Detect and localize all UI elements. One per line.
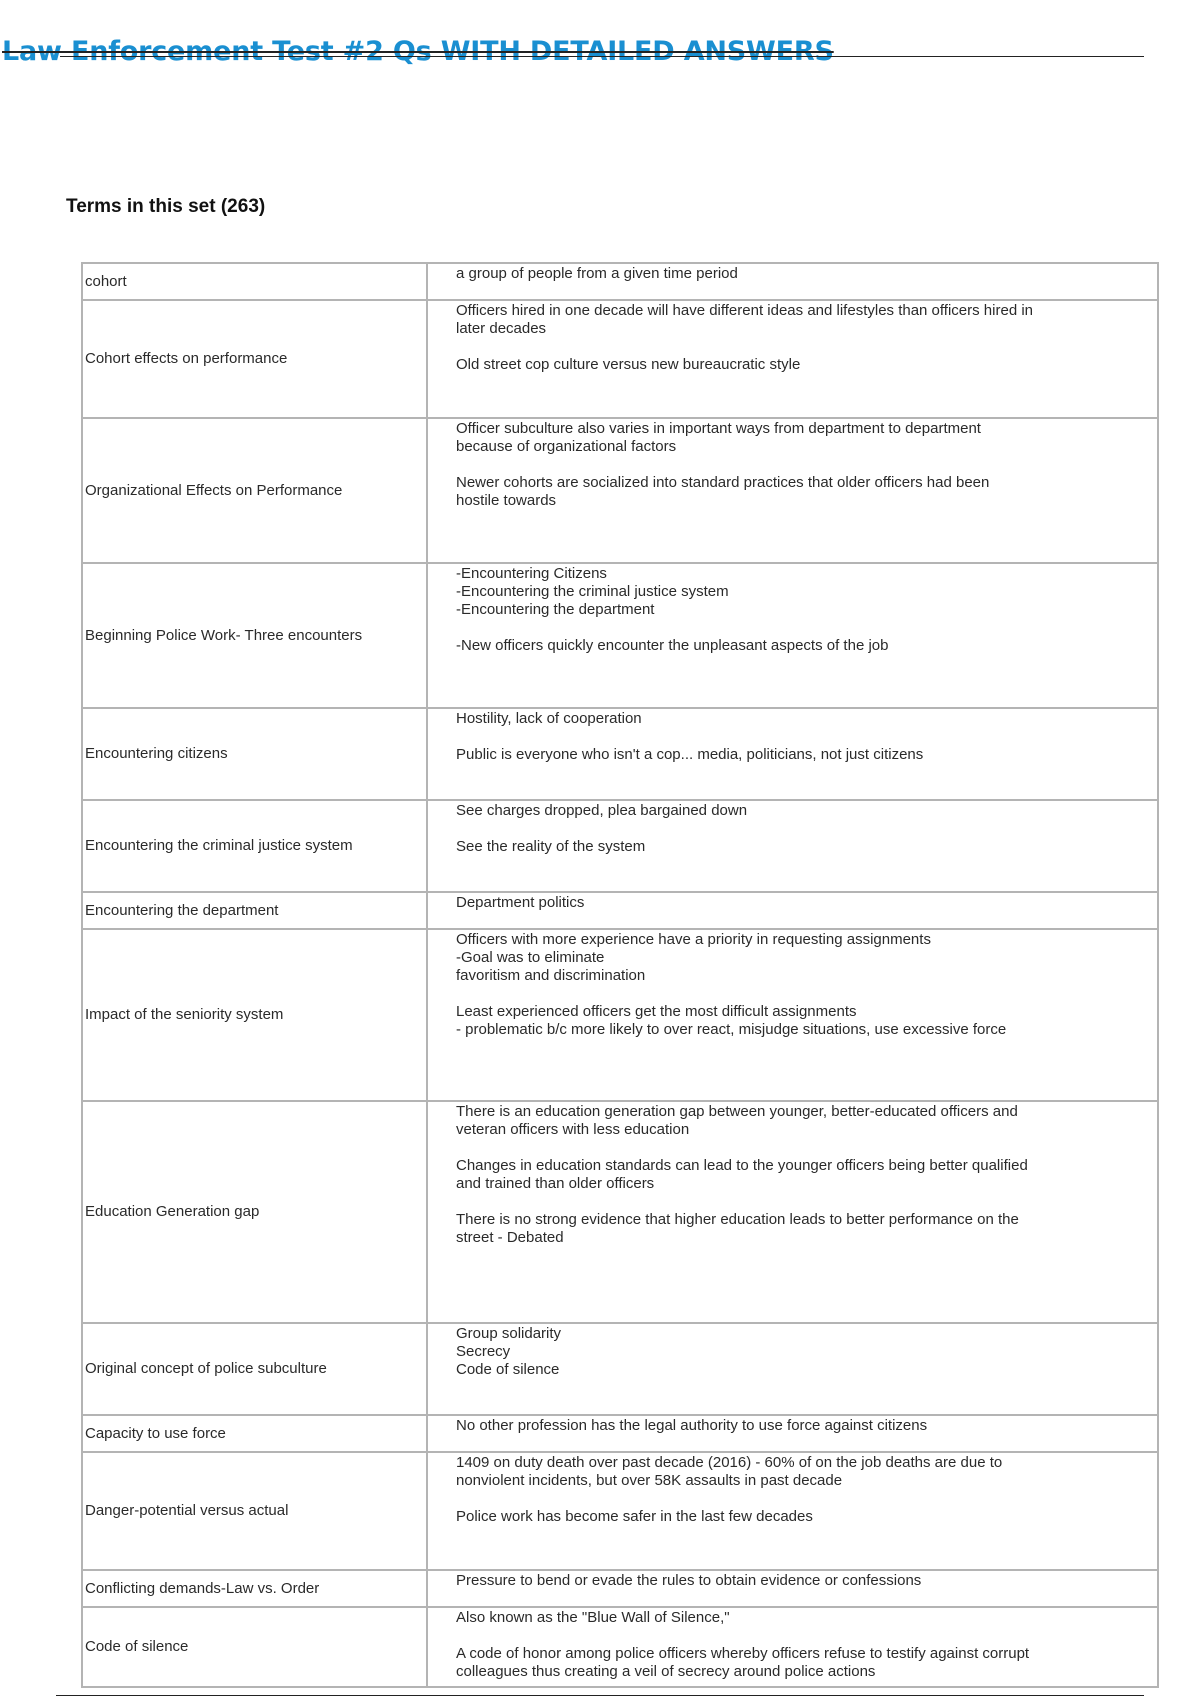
definition-line: Officers hired in one decade will have different ideas and lifestyles than officers hired in: [456, 302, 1034, 319]
term-cell: Code of silence: [82, 1607, 427, 1687]
definition-line: There is an education generation gap between younger, better-educated officers and: [456, 1103, 1018, 1120]
term-cell: Conflicting demands-Law vs. Order: [82, 1570, 427, 1607]
definition-line: A code of honor among police officers whereby officers refuse to testify against corrupt: [456, 1645, 1030, 1662]
definition-line: Officer subculture also varies in important ways from department to department: [456, 420, 981, 437]
definition-line: Pressure to bend or evade the rules to obtain evidence or confessions: [456, 1572, 922, 1589]
term-cell: Education Generation gap: [82, 1101, 427, 1323]
term-row: [82, 263, 1158, 300]
definition-line: 1409 on duty death over past decade (2016) - 60% of on the job deaths are due to: [456, 1454, 1003, 1471]
definition-cell: [427, 1607, 1158, 1687]
definition-line: nonviolent incidents, but over 58K assaults in past decade: [456, 1472, 843, 1489]
definition-line: -Encountering the department: [456, 601, 655, 618]
definition-line: hostile towards: [456, 492, 557, 509]
term-row: [82, 800, 1158, 892]
definition-line: a group of people from a given time period: [456, 265, 738, 282]
term-row: [82, 1415, 1158, 1452]
term-cell: Impact of the seniority system: [82, 929, 427, 1101]
definition-cell: [427, 892, 1158, 929]
term-row: [82, 1570, 1158, 1607]
definition-cell: [427, 1415, 1158, 1452]
definition-cell: [427, 1452, 1158, 1570]
term-cell: Encountering citizens: [82, 708, 427, 800]
definition-cell: [427, 263, 1158, 300]
definition-cell: [427, 800, 1158, 892]
term-row: [82, 418, 1158, 563]
definition-line: -Goal was to eliminate: [456, 949, 605, 966]
definition-line: See the reality of the system: [456, 838, 646, 855]
definition-cell: [427, 1101, 1158, 1323]
definition-line: later decades: [456, 320, 547, 337]
term-cell: Danger-potential versus actual: [82, 1452, 427, 1570]
definition-line: There is no strong evidence that higher education leads to better performance on the: [456, 1211, 1019, 1228]
term-cell: Encountering the department: [82, 892, 427, 929]
definition-line: favoritism and discrimination: [456, 967, 646, 984]
terms-table: [81, 262, 1159, 1688]
definition-cell: [427, 708, 1158, 800]
definition-line: Department politics: [456, 894, 585, 911]
definition-cell: [427, 1570, 1158, 1607]
term-row: [82, 708, 1158, 800]
term-row: [82, 1323, 1158, 1415]
definition-line: and trained than older officers: [456, 1175, 655, 1192]
definition-line: colleagues thus creating a veil of secrecy around police actions: [456, 1663, 876, 1680]
term-cell: cohort: [82, 263, 427, 300]
definition-line: Newer cohorts are socialized into standard practices that older officers had been: [456, 474, 990, 491]
definition-line: veteran officers with less education: [456, 1121, 690, 1138]
definition-line: Code of silence: [456, 1361, 560, 1378]
term-row: [82, 1101, 1158, 1323]
definition-line: Old street cop culture versus new bureaucratic style: [456, 356, 801, 373]
definition-line: because of organizational factors: [456, 438, 677, 455]
term-cell: Beginning Police Work- Three encounters: [82, 563, 427, 708]
definition-line: Hostility, lack of cooperation: [456, 710, 642, 727]
definition-line: Least experienced officers get the most difficult assignments: [456, 1003, 857, 1020]
definition-line: -Encountering the criminal justice system: [456, 583, 729, 600]
term-cell: Organizational Effects on Performance: [82, 418, 427, 563]
definition-line: Group solidarity: [456, 1325, 562, 1342]
definition-line: Changes in education standards can lead to the younger officers being better qualified: [456, 1157, 1028, 1174]
page-bottom-rule: [56, 1695, 1144, 1696]
term-cell: Cohort effects on performance: [82, 300, 427, 418]
definition-line: Officers with more experience have a priority in requesting assignments: [456, 931, 931, 948]
term-row: [82, 1452, 1158, 1570]
definition-line: -New officers quickly encounter the unpleasant aspects of the job: [456, 637, 889, 654]
term-cell: Capacity to use force: [82, 1415, 427, 1452]
term-row: [82, 1607, 1158, 1687]
definition-line: No other profession has the legal authority to use force against citizens: [456, 1417, 928, 1434]
definition-line: Police work has become safer in the last few decades: [456, 1508, 813, 1525]
definition-cell: [427, 929, 1158, 1101]
terms-table-body: [82, 263, 1158, 1687]
term-row: [82, 563, 1158, 708]
term-cell: Original concept of police subculture: [82, 1323, 427, 1415]
term-row: [82, 892, 1158, 929]
definition-cell: [427, 1323, 1158, 1415]
definition-cell: [427, 300, 1158, 418]
set-heading: Terms in this set (263): [66, 196, 266, 217]
definition-cell: [427, 418, 1158, 563]
term-row: [82, 300, 1158, 418]
definition-line: - problematic b/c more likely to over react, misjudge situations, use excessive force: [456, 1021, 1007, 1038]
term-cell: Encountering the criminal justice system: [82, 800, 427, 892]
definition-line: -Encountering Citizens: [456, 565, 607, 582]
title-rule: [60, 56, 1144, 57]
definition-line: Secrecy: [456, 1343, 511, 1360]
definition-line: See charges dropped, plea bargained down: [456, 802, 748, 819]
term-row: [82, 929, 1158, 1101]
definition-cell: [427, 563, 1158, 708]
definition-line: Also known as the "Blue Wall of Silence,": [456, 1609, 730, 1626]
definition-line: street - Debated: [456, 1229, 564, 1246]
document-title: Law Enforcement Test #2 Qs WITH DETAILED ANSWERS: [2, 36, 834, 67]
definition-line: Public is everyone who isn't a cop... media, politicians, not just citizens: [456, 746, 924, 763]
